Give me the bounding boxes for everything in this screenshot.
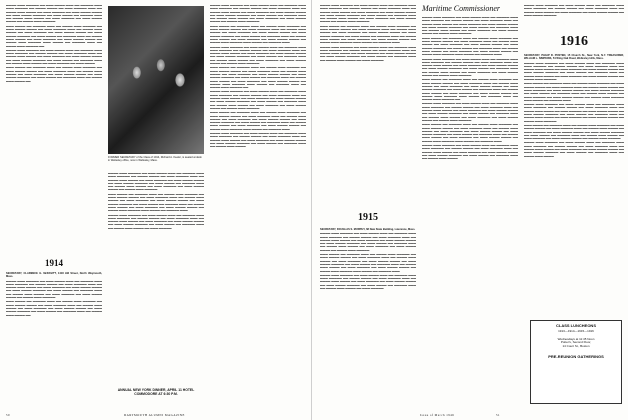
right-column-3: SECRETARY, PHILIP R. POSTEN, 15 Church St., New York, N.Y. TREASURER, WILLIAM L. SIMPKINS, 54 Wing Oak Road, Wellesley Hills, Mass. ▬▬▬▬ ▬▬▬ ▬▬▬▬▬ ▬▬ ▬▬▬ ▬▬▬▬ ▬▬▬ ▬▬ ▬▬▬▬▬ ▬▬▬ ▬▬▬ ▬▬▬▬▬ ▬▬ ▬▬▬▬ ▬▬▬▬ ▬▬ ▬▬▬ ▬▬▬▬▬ ▬▬▬ ▬▬ ▬▬▬▬ ▬▬▬ ▬▬▬▬ ▬▬ ▬▬▬ ▬▬▬▬▬ ▬▬ ▬▬▬ ▬▬▬▬ ▬▬▬▬ ▬▬ ▬▬▬ ▬▬▬▬ ▬▬▬▬▬ ▬▬ ▬▬▬ ▬▬▬▬ ▬▬ ▬▬▬▬▬ ▬▬▬ ▬▬ ▬▬▬▬ ▬▬▬ ▬▬▬▬ ▬▬ ▬▬▬ ▬▬▬▬▬ ▬▬ ▬▬▬ ▬▬▬▬ ▬▬▬▬ ▬▬ ▬▬▬▬ ▬▬▬ ▬▬▬▬▬ ▬▬▬ ▬▬▬▬ ▬▬ ▬▬▬▬▬ ▬▬▬ ▬▬ ▬▬▬▬ ▬▬▬ ▬▬▬▬▬ ▬▬ ▬▬▬ ▬▬▬▬ ▬▬▬▬ ▬▬ ▬▬▬ ▬▬▬▬▬ ▬▬▬ ▬▬ ▬▬▬▬ ▬▬▬ ▬▬▬▬ ▬▬ ▬▬▬ ▬▬▬▬▬ ▬▬ ▬▬▬ ▬▬▬▬ ▬▬▬▬ ▬▬ ▬▬▬ ▬▬▬▬ ▬▬▬▬▬ ▬▬ ▬▬▬ ▬▬▬▬ ▬▬ ▬▬▬▬▬ ▬▬▬ ▬▬ ▬▬▬▬ ▬▬▬ ▬▬▬▬ ▬▬ ▬▬▬ ▬▬▬▬▬ ▬▬ ▬▬▬ ▬▬▬▬ ▬▬▬▬ ▬▬ ▬▬▬▬ ▬▬▬ ▬▬▬▬▬ ▬▬▬ ▬▬▬▬ ▬▬ ▬▬▬▬▬ ▬▬▬ ▬▬▬▬ ▬▬▬ ▬▬▬▬▬ ▬▬ ▬▬▬ ▬▬▬▬ ▬▬▬ ▬▬ ▬▬▬▬▬ ▬▬▬ ▬▬▬ ▬▬▬▬▬ ▬▬ ▬▬▬▬ ▬▬▬▬ ▬▬ ▬▬▬ ▬▬▬▬▬ ▬▬▬ ▬▬ ▬▬▬▬ ▬▬▬ ▬▬▬▬ ▬▬ ▬▬▬ ▬▬▬▬▬ ▬▬ ▬▬▬ ▬▬▬▬ ▬▬▬▬ ▬▬ ▬▬▬ ▬▬▬▬ ▬▬▬▬▬ ▬▬ ▬▬▬ ▬▬▬▬ ▬▬ ▬▬▬▬▬ ▬▬▬ ▬▬ ▬▬▬▬ ▬▬▬ ▬▬▬▬ ▬▬ ▬▬▬ ▬▬▬▬▬ ▬▬ ▬▬▬ ▬▬▬▬ ▬▬▬▬ ▬▬ ▬▬▬▬ ▬▬▬ ▬▬▬▬▬ ▬▬▬ ▬▬▬▬ ▬▬ ▬▬▬▬▬ ▬▬▬ ▬▬ ▬▬▬▬ ▬▬▬ ▬▬▬▬▬ ▬▬ ▬▬▬ ▬▬▬▬ ▬▬▬▬ ▬▬ ▬▬▬ ▬▬▬▬▬ ▬▬▬ ▬▬ ▬▬▬▬ ▬▬▬ ▬▬▬▬ ▬▬ ▬▬▬ ▬▬▬▬▬ ▬▬ ▬▬▬ ▬▬▬▬ ▬▬▬▬ ▬▬ ▬▬▬ ▬▬▬▬ ▬▬▬▬▬ ▬▬ ▬▬▬ ▬▬▬▬ ▬▬ ▬▬▬▬▬ ▬▬▬ ▬▬ ▬▬▬▬ ▬▬▬ ▬▬▬▬ ▬▬ ▬▬▬ ▬▬▬▬▬ ▬▬ ▬▬▬ ▬▬▬▬ ▬▬▬▬ ▬▬ ▬▬▬▬ ▬▬▬ ▬▬▬▬▬ ▬▬▬▬ ▬▬▬ ▬▬▬▬▬ ▬▬ ▬▬▬ ▬▬▬▬ ▬▬▬ ▬▬ ▬▬▬▬▬ ▬▬▬ ▬▬▬ ▬▬▬▬▬ ▬▬ ▬▬▬▬ ▬▬▬▬ ▬▬ ▬▬▬ ▬▬▬▬▬ ▬▬▬ ▬▬ ▬▬▬▬ ▬▬▬ ▬▬▬▬ ▬▬ ▬▬▬ ▬▬▬▬▬ ▬▬ ▬▬▬ ▬▬▬▬ ▬▬▬▬ ▬▬ ▬▬▬ ▬▬▬▬ ▬▬▬▬▬ ▬▬ ▬▬▬ ▬▬▬▬ ▬▬ ▬▬▬▬▬ ▬▬▬ ▬▬ ▬▬▬▬ ▬▬▬ ▬▬▬▬ [524,54,624,158]
secretary-1915: SECRETARY, DOUGLAS S. MURPHY, 68 New State Building, Lawrence, Mass. [320,228,416,231]
class-box-years: 1913—1914—1915—1916 [558,328,594,333]
left-column-3: ▬▬▬▬ ▬▬▬ ▬▬▬▬▬ ▬▬ ▬▬▬ ▬▬▬▬ ▬▬▬ ▬▬ ▬▬▬▬▬ ▬▬▬ ▬▬▬ ▬▬▬▬▬ ▬▬ ▬▬▬▬ ▬▬▬▬ ▬▬ ▬▬▬ ▬▬▬▬▬ ▬▬▬ ▬▬ ▬▬▬▬ ▬▬▬ ▬▬▬▬ ▬▬ ▬▬▬ ▬▬▬▬▬ ▬▬ ▬▬▬ ▬▬▬▬ ▬▬▬▬ ▬▬ ▬▬▬ ▬▬▬▬ ▬▬▬▬▬ ▬▬ ▬▬▬ ▬▬▬▬ ▬▬ ▬▬▬▬▬ ▬▬▬ ▬▬ ▬▬▬▬ ▬▬▬ ▬▬▬▬ ▬▬ ▬▬▬ ▬▬▬▬▬ ▬▬ ▬▬▬ ▬▬▬▬ ▬▬▬▬ ▬▬ ▬▬▬▬ ▬▬▬ ▬▬▬▬▬ ▬▬▬ ▬▬▬▬ ▬▬ ▬▬▬▬▬ ▬▬▬ ▬▬ ▬▬▬▬ ▬▬▬ ▬▬▬▬▬ ▬▬ ▬▬▬ ▬▬▬▬ ▬▬▬▬ ▬▬ ▬▬▬ ▬▬▬▬▬ ▬▬▬ ▬▬ ▬▬▬▬ ▬▬▬ ▬▬▬▬ ▬▬ ▬▬▬ ▬▬▬▬▬ ▬▬ ▬▬▬ ▬▬▬▬ ▬▬▬▬ ▬▬ ▬▬▬ ▬▬▬▬ ▬▬▬▬▬ ▬▬ ▬▬▬ ▬▬▬▬ ▬▬ ▬▬▬▬▬ ▬▬▬ ▬▬ ▬▬▬▬ ▬▬▬ ▬▬▬▬ ▬▬ ▬▬▬ ▬▬▬▬▬ ▬▬ ▬▬▬ ▬▬▬▬ ▬▬▬▬ ▬▬ ▬▬▬▬ ▬▬▬ ▬▬▬▬▬ ▬▬▬ ▬▬▬▬ ▬▬ ▬▬▬▬▬ ▬▬▬ ▬▬▬▬ ▬▬▬ ▬▬▬▬▬ ▬▬ ▬▬▬ ▬▬▬▬ ▬▬▬ ▬▬ ▬▬▬▬▬ ▬▬▬ ▬▬▬ ▬▬▬▬▬ ▬▬ ▬▬▬▬ ▬▬▬▬ ▬▬ ▬▬▬ ▬▬▬▬▬ ▬▬▬ ▬▬ ▬▬▬▬ ▬▬▬ ▬▬▬▬ ▬▬ ▬▬▬ ▬▬▬▬▬ ▬▬ ▬▬▬ ▬▬▬▬ ▬▬▬▬ ▬▬ ▬▬▬ ▬▬▬▬ ▬▬▬▬▬ ▬▬ ▬▬▬ ▬▬▬▬ ▬▬ ▬▬▬▬▬ ▬▬▬ ▬▬ ▬▬▬▬ ▬▬▬ ▬▬▬▬ ▬▬ ▬▬▬ ▬▬▬▬▬ ▬▬ ▬▬▬ ▬▬▬▬ ▬▬▬▬ ▬▬ ▬▬▬▬ ▬▬▬ ▬▬▬▬▬ ▬▬▬ ▬▬▬▬ ▬▬ ▬▬▬▬▬ ▬▬▬ ▬▬ ▬▬▬▬ ▬▬▬ ▬▬▬▬▬ ▬▬ ▬▬▬ ▬▬▬▬ ▬▬▬▬ ▬▬ ▬▬▬ ▬▬▬▬▬ ▬▬▬ ▬▬ ▬▬▬▬ ▬▬▬ ▬▬▬▬ ▬▬ ▬▬▬ ▬▬▬▬▬ ▬▬ ▬▬▬ ▬▬▬▬ ▬▬▬▬ ▬▬ ▬▬▬ ▬▬▬▬ ▬▬▬▬▬ ▬▬ ▬▬▬ ▬▬▬▬ ▬▬ ▬▬▬▬▬ ▬▬▬ ▬▬ ▬▬▬▬ ▬▬▬ ▬▬▬▬ ▬▬ ▬▬▬ ▬▬▬▬▬ ▬▬ ▬▬▬ ▬▬▬▬ ▬▬▬▬ ▬▬ ▬▬▬▬ ▬▬▬ ▬▬▬▬▬ ▬▬▬ ▬▬▬▬ ▬▬ ▬▬▬▬▬ ▬▬▬ ▬▬ ▬▬▬▬ ▬▬▬ ▬▬▬▬▬ ▬▬ ▬▬▬▬ ▬▬▬ ▬▬▬▬▬ ▬▬ ▬▬▬ ▬▬▬▬ ▬▬▬ ▬▬ ▬▬▬▬▬ ▬▬▬ ▬▬▬ ▬▬▬▬▬ ▬▬ ▬▬▬▬ ▬▬▬▬ ▬▬ ▬▬▬ ▬▬▬▬▬ ▬▬▬ ▬▬ ▬▬▬▬ ▬▬▬ ▬▬▬▬ ▬▬ ▬▬▬ ▬▬▬▬▬ ▬▬ ▬▬▬ ▬▬▬▬ ▬▬▬▬ ▬▬ ▬▬▬ ▬▬▬▬ ▬▬▬▬▬ ▬▬ ▬▬▬ ▬▬▬▬ ▬▬ ▬▬▬▬▬ ▬▬▬ ▬▬ ▬▬▬▬ ▬▬▬ ▬▬▬▬ ▬▬ ▬▬▬ ▬▬▬▬▬ ▬▬ ▬▬▬ ▬▬▬▬ ▬▬▬▬ ▬▬ ▬▬▬▬ ▬▬▬ ▬▬▬▬▬ ▬▬▬ ▬▬▬▬ ▬▬ ▬▬▬▬▬ ▬▬▬ ▬▬ ▬▬▬▬ ▬▬▬ ▬▬▬▬▬ ▬▬ ▬▬▬ ▬▬▬▬ ▬▬▬▬ ▬▬ ▬▬▬ ▬▬▬▬▬ ▬▬▬ ▬▬ ▬▬▬▬ ▬▬▬ ▬▬▬▬ ▬▬ ▬▬▬ ▬▬▬▬▬ ▬▬ ▬▬▬ ▬▬▬▬ ▬▬▬▬ ▬▬ ▬▬▬ ▬▬▬▬ ▬▬▬▬▬ ▬▬ ▬▬▬ ▬▬▬▬ ▬▬ ▬▬▬▬▬ ▬▬▬ ▬▬ ▬▬▬▬ ▬▬▬ ▬▬▬▬ ▬▬ ▬▬▬ ▬▬▬▬▬ ▬▬ ▬▬▬ ▬▬▬▬ ▬▬▬▬ ▬▬ ▬▬▬▬ ▬▬▬ ▬▬▬▬▬ ▬▬▬ ▬▬▬▬ ▬▬ ▬▬▬▬▬ ▬▬▬ ▬▬▬▬ ▬▬▬ ▬▬▬▬▬ ▬▬ ▬▬▬ ▬▬▬▬ ▬▬▬ ▬▬ ▬▬▬▬▬ ▬▬▬ ▬▬▬ ▬▬▬▬▬ ▬▬ ▬▬▬▬ ▬▬▬▬ ▬▬ ▬▬▬ ▬▬▬▬▬ ▬▬▬ ▬▬ ▬▬▬▬ ▬▬▬ ▬▬▬▬ ▬▬ ▬▬▬ ▬▬▬▬▬ ▬▬ ▬▬▬ ▬▬▬▬ ▬▬▬▬ ▬▬ ▬▬▬ ▬▬▬▬ ▬▬▬▬▬ ▬▬ ▬▬▬ ▬▬▬▬ ▬▬ ▬▬▬▬▬ ▬▬▬ ▬▬ ▬▬▬▬ ▬▬▬ ▬▬▬▬ [210,4,306,149]
year-heading-1914: 1914 [45,258,63,268]
left-folio: 50 [6,413,10,417]
secretary-1914: SECRETARY, CLARENCE G. McDAVITT, 1418 Hill Street, North Weymouth, Mass. [6,272,102,279]
year-heading-1916: 1916 [560,34,588,49]
left-footer: DARTMOUTH ALUMNI MAGAZINE [124,413,185,417]
class-box-line2: Potter's, Second Floor, [560,340,592,345]
left-column-1-lower: SECRETARY, CLARENCE G. McDAVITT, 1418 Hill Street, North Weymouth, Mass. ▬▬▬▬ ▬▬▬ ▬▬▬▬▬ ▬▬ ▬▬▬ ▬▬▬▬ ▬▬▬ ▬▬ ▬▬▬▬▬ ▬▬▬ ▬▬▬ ▬▬▬▬▬ ▬▬ ▬▬▬▬ ▬▬▬▬ ▬▬ ▬▬▬ ▬▬▬▬▬ ▬▬▬ ▬▬ ▬▬▬▬ ▬▬▬ ▬▬▬▬ ▬▬ ▬▬▬ ▬▬▬▬▬ ▬▬ ▬▬▬ ▬▬▬▬ ▬▬▬▬ ▬▬ ▬▬▬ ▬▬▬▬ ▬▬▬▬▬ ▬▬ ▬▬▬ ▬▬▬▬ ▬▬ ▬▬▬▬▬ ▬▬▬ ▬▬ ▬▬▬▬ ▬▬▬ ▬▬▬▬ ▬▬ ▬▬▬ ▬▬▬▬▬ ▬▬ ▬▬▬ ▬▬▬▬ ▬▬▬▬ ▬▬ ▬▬▬▬ ▬▬▬ ▬▬▬▬▬ ▬▬▬ ▬▬▬▬ ▬▬ ▬▬▬▬▬ ▬▬▬ ▬▬ ▬▬▬▬ ▬▬▬ ▬▬▬▬▬ ▬▬ ▬▬▬ ▬▬▬▬ ▬▬▬▬ ▬▬ ▬▬▬ ▬▬▬▬▬ ▬▬▬ ▬▬ ▬▬▬▬ ▬▬▬ ▬▬▬▬ ▬▬ ▬▬▬ ▬▬▬▬▬ ▬▬ ▬▬▬ ▬▬▬▬ ▬▬▬▬ ▬▬ ▬▬▬ ▬▬▬▬ ▬▬▬▬▬ ▬▬ ▬▬▬ ▬▬▬▬ ▬▬ ▬▬▬▬▬ ▬▬▬ ▬▬ ▬▬▬▬ ▬▬▬ ▬▬▬▬ ▬▬ [6,272,102,317]
year-heading-1915: 1915 [358,212,378,223]
secretary-1916: SECRETARY, PHILIP R. POSTEN, 15 Church St., New York, N.Y. TREASURER, WILLIAM L. SIMPKINS, 54 Wing Oak Road, Wellesley Hills, Mass. [524,54,624,61]
right-page [316,0,628,420]
class-box-footer: PRE-REUNION GATHERINGS [548,353,604,359]
section-heading-maritime: Maritime Commissioner [422,4,500,13]
class-box-title: CLASS LUNCHEONS [555,323,596,328]
right-column-3-top: ▬▬▬▬ ▬▬▬ ▬▬▬▬▬ ▬▬ ▬▬▬ ▬▬▬▬ ▬▬▬ ▬▬ ▬▬▬▬▬ ▬▬▬ ▬▬▬ ▬▬▬▬▬ ▬▬ ▬▬▬▬ ▬▬▬▬ ▬▬ ▬▬▬ ▬▬▬▬▬ ▬▬▬ ▬▬ ▬▬▬▬ ▬▬▬ ▬▬▬▬ ▬▬ ▬▬▬ ▬▬▬▬▬ ▬▬ ▬▬▬ ▬▬▬▬ ▬▬▬▬ ▬▬ ▬▬▬ ▬▬▬▬ ▬▬▬▬▬ [524,4,624,17]
right-column-1-upper: ▬▬▬▬ ▬▬▬ ▬▬▬▬▬ ▬▬ ▬▬▬ ▬▬▬▬ ▬▬▬ ▬▬ ▬▬▬▬▬ ▬▬▬ ▬▬▬ ▬▬▬▬▬ ▬▬ ▬▬▬▬ ▬▬▬▬ ▬▬ ▬▬▬ ▬▬▬▬▬ ▬▬▬ ▬▬ ▬▬▬▬ ▬▬▬ ▬▬▬▬ ▬▬ ▬▬▬ ▬▬▬▬▬ ▬▬ ▬▬▬ ▬▬▬▬ ▬▬▬▬ ▬▬ ▬▬▬ ▬▬▬▬ ▬▬▬▬▬ ▬▬ ▬▬▬ ▬▬▬▬ ▬▬ ▬▬▬▬▬ ▬▬▬ ▬▬ ▬▬▬▬ ▬▬▬ ▬▬▬▬ ▬▬ ▬▬▬ ▬▬▬▬▬ ▬▬ ▬▬▬ ▬▬▬▬ ▬▬▬▬ ▬▬ ▬▬▬▬ ▬▬▬ ▬▬▬▬▬ ▬▬▬ ▬▬▬▬ ▬▬ ▬▬▬▬▬ ▬▬▬ ▬▬ ▬▬▬▬ ▬▬▬ ▬▬▬▬▬ ▬▬ ▬▬▬ ▬▬▬▬ ▬▬▬▬ ▬▬ ▬▬▬ ▬▬▬▬▬ ▬▬▬ ▬▬ ▬▬▬▬ ▬▬▬ ▬▬▬▬ ▬▬ ▬▬▬ ▬▬▬▬▬ ▬▬ ▬▬▬ ▬▬▬▬ ▬▬▬▬ ▬▬ ▬▬▬ ▬▬▬▬ ▬▬▬▬▬ ▬▬ ▬▬▬ ▬▬▬▬ ▬▬ ▬▬▬▬▬ ▬▬▬ ▬▬ ▬▬▬▬ ▬▬▬ ▬▬▬▬ ▬▬ ▬▬▬ ▬▬▬▬▬ ▬▬ ▬▬▬ ▬▬▬▬ ▬▬▬▬ ▬▬ ▬▬▬▬ ▬▬▬ ▬▬▬▬▬ ▬▬▬ ▬▬▬▬ ▬▬ ▬▬▬▬▬ ▬▬▬ ▬▬▬▬ ▬▬▬ ▬▬▬▬▬ ▬▬ ▬▬▬ ▬▬▬▬ ▬▬▬ ▬▬ ▬▬▬▬▬ ▬▬▬ ▬▬▬ ▬▬▬▬▬ ▬▬ ▬▬▬▬ ▬▬▬▬ ▬▬ ▬▬▬ ▬▬▬▬▬ ▬▬▬ ▬▬ ▬▬▬▬ ▬▬▬ ▬▬▬▬ ▬▬ ▬▬▬ ▬▬▬▬▬ ▬▬ ▬▬▬ ▬▬▬▬ ▬▬▬▬ ▬▬ ▬▬▬ ▬▬▬▬ ▬▬▬▬▬ ▬▬ ▬▬▬ ▬▬▬▬ ▬▬ ▬▬▬▬▬ ▬▬▬ ▬▬ ▬▬▬▬ ▬▬▬ ▬▬▬▬ ▬▬ ▬▬▬ ▬▬▬▬▬ [320,4,416,62]
class-luncheons-box [530,320,622,404]
right-footer: Issue of March 1946 [420,413,455,417]
left-column-2: ▬▬▬▬ ▬▬▬ ▬▬▬▬▬ ▬▬ ▬▬▬ ▬▬▬▬ ▬▬▬ ▬▬ ▬▬▬▬▬ ▬▬▬ ▬▬▬ ▬▬▬▬▬ ▬▬ ▬▬▬▬ ▬▬▬▬ ▬▬ ▬▬▬ ▬▬▬▬▬ ▬▬▬ ▬▬ ▬▬▬▬ ▬▬▬ ▬▬▬▬ ▬▬ ▬▬▬ ▬▬▬▬▬ ▬▬ ▬▬▬ ▬▬▬▬ ▬▬▬▬ ▬▬ ▬▬▬ ▬▬▬▬ ▬▬▬▬▬ ▬▬ ▬▬▬ ▬▬▬▬ ▬▬ ▬▬▬▬▬ ▬▬▬ ▬▬ ▬▬▬▬ ▬▬▬ ▬▬▬▬ ▬▬ ▬▬▬ ▬▬▬▬▬ ▬▬ ▬▬▬ ▬▬▬▬ ▬▬▬▬ ▬▬ ▬▬▬▬ ▬▬▬ ▬▬▬▬▬ ▬▬▬ ▬▬▬▬ ▬▬ ▬▬▬▬▬ ▬▬▬ ▬▬ ▬▬▬▬ ▬▬▬ ▬▬▬▬▬ ▬▬ ▬▬▬ ▬▬▬▬ ▬▬▬▬ ▬▬ ▬▬▬ ▬▬▬▬▬ ▬▬▬ ▬▬ ▬▬▬▬ ▬▬▬ ▬▬▬▬ ▬▬ ▬▬▬ ▬▬▬▬▬ ▬▬ ▬▬▬ ▬▬▬▬ ▬▬▬▬ ▬▬ ▬▬▬ ▬▬▬▬ ▬▬▬▬▬ ▬▬ ▬▬▬ ▬▬▬▬ ▬▬ ▬▬▬▬▬ ▬▬▬ ▬▬ ▬▬▬▬ ▬▬▬ ▬▬▬▬ ▬▬ ▬▬▬ ▬▬▬▬▬ ▬▬ ▬▬▬ ▬▬▬▬ ▬▬▬▬ ▬▬ ▬▬▬▬ ▬▬▬ ▬▬▬▬▬ ▬▬▬ ▬▬▬▬ ▬▬ ▬▬▬▬▬ ▬▬▬ ▬▬▬▬ ▬▬▬ ▬▬▬▬▬ ▬▬ ▬▬▬ ▬▬▬▬ ▬▬▬ ▬▬ ▬▬▬▬▬ ▬▬▬ ▬▬▬ ▬▬▬▬▬ ▬▬ ▬▬▬▬ ▬▬▬▬ ▬▬ ▬▬▬ ▬▬▬▬▬ ▬▬▬ ▬▬ ▬▬▬▬ ▬▬▬ ▬▬▬▬ ▬▬ ▬▬▬ ▬▬▬▬▬ ▬▬ ▬▬▬ ▬▬▬▬ ▬▬▬▬ ▬▬ ▬▬▬ ▬▬▬▬ ▬▬▬▬▬ ▬▬ ▬▬▬ ▬▬▬▬ ▬▬ ▬▬▬▬▬ ▬▬▬ ▬▬ ▬▬▬▬ ▬▬▬ ▬▬▬▬ ▬▬ ▬▬▬ ▬▬▬▬▬ [108,172,204,230]
left-column-1: ▬▬▬▬ ▬▬▬ ▬▬▬▬▬ ▬▬ ▬▬▬ ▬▬▬▬ ▬▬▬ ▬▬ ▬▬▬▬▬ ▬▬▬ ▬▬▬ ▬▬▬▬▬ ▬▬ ▬▬▬▬ ▬▬▬▬ ▬▬ ▬▬▬ ▬▬▬▬▬ ▬▬▬ ▬▬ ▬▬▬▬ ▬▬▬ ▬▬▬▬ ▬▬ ▬▬▬ ▬▬▬▬▬ ▬▬ ▬▬▬ ▬▬▬▬ ▬▬▬▬ ▬▬ ▬▬▬ ▬▬▬▬ ▬▬▬▬▬ ▬▬ ▬▬▬ ▬▬▬▬ ▬▬ ▬▬▬▬▬ ▬▬▬ ▬▬ ▬▬▬▬ ▬▬▬ ▬▬▬▬ ▬▬ ▬▬▬ ▬▬▬▬▬ ▬▬ ▬▬▬ ▬▬▬▬ ▬▬▬▬ ▬▬ ▬▬▬▬ ▬▬▬ ▬▬▬▬▬ ▬▬▬ ▬▬▬▬ ▬▬ ▬▬▬▬▬ ▬▬▬ ▬▬ ▬▬▬▬ ▬▬▬ ▬▬▬▬▬ ▬▬ ▬▬▬ ▬▬▬▬ ▬▬▬▬ ▬▬ ▬▬▬ ▬▬▬▬▬ ▬▬▬ ▬▬ ▬▬▬▬ ▬▬▬ ▬▬▬▬ ▬▬ ▬▬▬ ▬▬▬▬▬ ▬▬ ▬▬▬ ▬▬▬▬ ▬▬▬▬ ▬▬ ▬▬▬ ▬▬▬▬ ▬▬▬▬▬ ▬▬ ▬▬▬ ▬▬▬▬ ▬▬ ▬▬▬▬▬ ▬▬▬ ▬▬ ▬▬▬▬ ▬▬▬ ▬▬▬▬ ▬▬ ▬▬▬ ▬▬▬▬▬ ▬▬ ▬▬▬ ▬▬▬▬ ▬▬▬▬ ▬▬ ▬▬▬▬ ▬▬▬ ▬▬▬▬▬ ▬▬▬ ▬▬▬▬ ▬▬ ▬▬▬▬▬ ▬▬▬ ▬▬ ▬▬▬▬ ▬▬▬ ▬▬▬▬▬ ▬▬ ▬▬▬▬ ▬▬▬ ▬▬▬▬▬ ▬▬ ▬▬▬ ▬▬▬▬ ▬▬▬ ▬▬ ▬▬▬▬▬ ▬▬▬ ▬▬▬ ▬▬▬▬▬ ▬▬ ▬▬▬▬ ▬▬▬▬ ▬▬ ▬▬▬ ▬▬▬▬▬ ▬▬▬ ▬▬ ▬▬▬▬ ▬▬▬ ▬▬▬▬ ▬▬ ▬▬▬ ▬▬▬▬▬ ▬▬ ▬▬▬ ▬▬▬▬ ▬▬▬▬ ▬▬ ▬▬▬ ▬▬▬▬ ▬▬▬▬▬ ▬▬ ▬▬▬ ▬▬▬▬ ▬▬ ▬▬▬▬▬ ▬▬▬ ▬▬ ▬▬▬▬ ▬▬▬ ▬▬▬▬ ▬▬ ▬▬▬ ▬▬▬▬▬ ▬▬ ▬▬▬ ▬▬▬▬ ▬▬▬ ▬▬▬▬ ▬▬ ▬▬▬▬▬ ▬▬▬ ▬▬ ▬▬▬▬ ▬▬▬ ▬▬▬▬▬ ▬▬ ▬▬▬ ▬▬▬▬ ▬▬▬▬ ▬▬ ▬▬▬ ▬▬▬▬▬ ▬▬▬ ▬▬ ▬▬▬▬ ▬▬▬ ▬▬▬▬ ▬▬ ▬▬▬ ▬▬▬▬▬ ▬▬ ▬▬▬ ▬▬▬▬ ▬▬▬▬ ▬▬ ▬▬▬ ▬▬▬▬ ▬▬▬▬▬ ▬▬ ▬▬▬ ▬▬▬▬ ▬▬ ▬▬▬▬▬ ▬▬▬ ▬▬ ▬▬▬▬ ▬▬▬ ▬▬▬▬ ▬▬ [6,4,102,83]
right-column-2: ▬▬▬▬ ▬▬▬ ▬▬▬▬▬ ▬▬ ▬▬▬ ▬▬▬▬ ▬▬▬ ▬▬ ▬▬▬▬▬ ▬▬▬ ▬▬▬ ▬▬▬▬▬ ▬▬ ▬▬▬▬ ▬▬▬▬ ▬▬ ▬▬▬ ▬▬▬▬▬ ▬▬▬ ▬▬ ▬▬▬▬ ▬▬▬ ▬▬▬▬ ▬▬ ▬▬▬ ▬▬▬▬▬ ▬▬ ▬▬▬ ▬▬▬▬ ▬▬▬▬ ▬▬ ▬▬▬ ▬▬▬▬ ▬▬▬▬▬ ▬▬ ▬▬▬ ▬▬▬▬ ▬▬ ▬▬▬▬▬ ▬▬▬ ▬▬ ▬▬▬▬ ▬▬▬ ▬▬▬▬ ▬▬ ▬▬▬ ▬▬▬▬▬ ▬▬ ▬▬▬ ▬▬▬▬ ▬▬▬▬ ▬▬ ▬▬▬▬ ▬▬▬ ▬▬▬▬▬ ▬▬▬ ▬▬▬▬ ▬▬ ▬▬▬▬▬ ▬▬▬ ▬▬ ▬▬▬▬ ▬▬▬ ▬▬▬▬▬ ▬▬ ▬▬▬ ▬▬▬▬ ▬▬▬▬ ▬▬ ▬▬▬ ▬▬▬▬▬ ▬▬▬ ▬▬ ▬▬▬▬ ▬▬▬ ▬▬▬▬ ▬▬ ▬▬▬ ▬▬▬▬▬ ▬▬ ▬▬▬ ▬▬▬▬ ▬▬▬▬ ▬▬ ▬▬▬ ▬▬▬▬ ▬▬▬▬▬ ▬▬ ▬▬▬ ▬▬▬▬ ▬▬ ▬▬▬▬▬ ▬▬▬ ▬▬ ▬▬▬▬ ▬▬▬ ▬▬▬▬ ▬▬ ▬▬▬ ▬▬▬▬▬ ▬▬ ▬▬▬ ▬▬▬▬ ▬▬▬▬ ▬▬ ▬▬▬▬ ▬▬▬ ▬▬▬▬▬ ▬▬▬ ▬▬▬▬ ▬▬ ▬▬▬▬▬ ▬▬▬ ▬▬▬▬ ▬▬▬ ▬▬▬▬▬ ▬▬ ▬▬▬ ▬▬▬▬ ▬▬▬ ▬▬ ▬▬▬▬▬ ▬▬▬ ▬▬▬ ▬▬▬▬▬ ▬▬ ▬▬▬▬ ▬▬▬▬ ▬▬ ▬▬▬ ▬▬▬▬▬ ▬▬▬ ▬▬ ▬▬▬▬ ▬▬▬ ▬▬▬▬ ▬▬ ▬▬▬ ▬▬▬▬▬ ▬▬ ▬▬▬ ▬▬▬▬ ▬▬▬▬ ▬▬ ▬▬▬ ▬▬▬▬ ▬▬▬▬▬ ▬▬ ▬▬▬ ▬▬▬▬ ▬▬ ▬▬▬▬▬ ▬▬▬ ▬▬ ▬▬▬▬ ▬▬▬ ▬▬▬▬ ▬▬ ▬▬▬ ▬▬▬▬▬ ▬▬ ▬▬▬ ▬▬▬▬ ▬▬▬▬ ▬▬ ▬▬▬▬ ▬▬▬ ▬▬▬▬▬ ▬▬▬ ▬▬▬▬ ▬▬ ▬▬▬▬▬ ▬▬▬ ▬▬ ▬▬▬▬ ▬▬▬ ▬▬▬▬▬ ▬▬ ▬▬▬ ▬▬▬▬ ▬▬▬▬ ▬▬ ▬▬▬ ▬▬▬▬▬ ▬▬▬ ▬▬ ▬▬▬▬ ▬▬▬ ▬▬▬▬ ▬▬ ▬▬▬ ▬▬▬▬▬ ▬▬ ▬▬▬ ▬▬▬▬ ▬▬▬▬ ▬▬ ▬▬▬ ▬▬▬▬ ▬▬▬▬▬ ▬▬ ▬▬▬ ▬▬▬▬ ▬▬ ▬▬▬▬▬ ▬▬▬ ▬▬ ▬▬▬▬ ▬▬▬ ▬▬▬▬ ▬▬ ▬▬▬ ▬▬▬▬▬ ▬▬ ▬▬▬ ▬▬▬▬ ▬▬▬▬ ▬▬ ▬▬▬▬ ▬▬▬ ▬▬▬▬▬ ▬▬▬ ▬▬▬▬ ▬▬ ▬▬▬▬▬ ▬▬▬ ▬▬ ▬▬▬▬ ▬▬▬ ▬▬▬▬▬ ▬▬ ▬▬▬▬ ▬▬▬ ▬▬▬▬▬ ▬▬ ▬▬▬ ▬▬▬▬ ▬▬▬ ▬▬ ▬▬▬▬▬ ▬▬▬ ▬▬▬ ▬▬▬▬▬ ▬▬ ▬▬▬▬ ▬▬▬▬ ▬▬ ▬▬▬ ▬▬▬▬▬ ▬▬▬ ▬▬ ▬▬▬▬ ▬▬▬ ▬▬▬▬ ▬▬ ▬▬▬ ▬▬▬▬▬ ▬▬ ▬▬▬ ▬▬▬▬ ▬▬▬▬ ▬▬ ▬▬▬ ▬▬▬▬ ▬▬▬▬▬ ▬▬ ▬▬▬ ▬▬▬▬ ▬▬ ▬▬▬▬▬ ▬▬▬ ▬▬ ▬▬▬▬ ▬▬▬ ▬▬▬▬ ▬▬ ▬▬▬ ▬▬▬▬▬ ▬▬ ▬▬▬ ▬▬▬▬ ▬▬▬▬ ▬▬ ▬▬▬▬ ▬▬▬ ▬▬▬▬▬ ▬▬▬ ▬▬▬▬ ▬▬ ▬▬▬▬▬ ▬▬▬ ▬▬ ▬▬▬▬ ▬▬▬ ▬▬▬▬▬ ▬▬ ▬▬▬ ▬▬▬▬ ▬▬▬▬ ▬▬ ▬▬▬ ▬▬▬▬▬ ▬▬▬ ▬▬ ▬▬▬▬ ▬▬▬ ▬▬▬▬ ▬▬ ▬▬▬ ▬▬▬▬▬ ▬▬ ▬▬▬ ▬▬▬▬ ▬▬▬▬ ▬▬ ▬▬▬ ▬▬▬▬ ▬▬▬▬▬ ▬▬ ▬▬▬ ▬▬▬▬ ▬▬ ▬▬▬▬▬ ▬▬▬ ▬▬ ▬▬▬▬ ▬▬▬ ▬▬▬▬ ▬▬ ▬▬▬ ▬▬▬▬▬ ▬▬ ▬▬▬ ▬▬▬▬ ▬▬▬▬ ▬▬ ▬▬▬▬ ▬▬▬ ▬▬▬▬▬ ▬▬▬ ▬▬▬▬ ▬▬ ▬▬▬▬▬ ▬▬▬ ▬▬▬▬ ▬▬▬ ▬▬▬▬▬ ▬▬ ▬▬▬ ▬▬▬▬ ▬▬▬ ▬▬ ▬▬▬▬▬ ▬▬▬ ▬▬▬ ▬▬▬▬▬ ▬▬ ▬▬▬▬ ▬▬▬▬ ▬▬ ▬▬▬ ▬▬▬▬▬ ▬▬▬ ▬▬ ▬▬▬▬ ▬▬▬ ▬▬▬▬ ▬▬ ▬▬▬ ▬▬▬▬▬ ▬▬ ▬▬▬ ▬▬▬▬ ▬▬▬▬ ▬▬ ▬▬▬ ▬▬▬▬ ▬▬▬▬▬ ▬▬ ▬▬▬ ▬▬▬▬ ▬▬ ▬▬▬▬▬ ▬▬▬ ▬▬ ▬▬▬▬ ▬▬▬ ▬▬▬▬ [422,16,518,161]
class-box-line3: 14 Court St., Boston [562,344,590,349]
class-photo [108,6,204,154]
left-page [0,0,312,420]
dinner-notice: ANNUAL NEW YORK DINNER, APRIL 11 HOTEL COMMODORE AT 6:30 P.M. [117,388,195,397]
photo-caption: FORMER SECRETARY of the Class of 1914, Richard A. Keeler, is seated at desk in Wellesley office, now in Wellesley, Mass. [108,156,202,163]
right-column-1-lower: SECRETARY, DOUGLAS S. MURPHY, 68 New State Building, Lawrence, Mass. ▬▬▬▬ ▬▬▬ ▬▬▬▬▬ ▬▬ ▬▬▬ ▬▬▬▬ ▬▬▬ ▬▬ ▬▬▬▬▬ ▬▬▬ ▬▬▬ ▬▬▬▬▬ ▬▬ ▬▬▬▬ ▬▬▬▬ ▬▬ ▬▬▬ ▬▬▬▬▬ ▬▬▬ ▬▬ ▬▬▬▬ ▬▬▬ ▬▬▬▬ ▬▬ ▬▬▬ ▬▬▬▬▬ ▬▬ ▬▬▬ ▬▬▬▬ ▬▬▬▬ ▬▬ ▬▬▬ ▬▬▬▬ ▬▬▬▬▬ ▬▬ ▬▬▬ ▬▬▬▬ ▬▬ ▬▬▬▬▬ ▬▬▬ ▬▬ ▬▬▬▬ ▬▬▬ ▬▬▬▬ ▬▬ ▬▬▬ ▬▬▬▬▬ ▬▬ ▬▬▬ ▬▬▬▬ ▬▬▬▬ ▬▬ ▬▬▬▬ ▬▬▬ ▬▬▬▬▬ ▬▬▬ ▬▬▬▬ ▬▬ ▬▬▬▬▬ ▬▬▬ ▬▬ ▬▬▬▬ ▬▬▬ ▬▬▬▬▬ ▬▬ ▬▬▬ ▬▬▬▬ ▬▬▬▬ ▬▬ ▬▬▬ ▬▬▬▬▬ ▬▬▬ ▬▬ ▬▬▬▬ ▬▬▬ ▬▬▬▬ ▬▬ ▬▬▬ ▬▬▬▬▬ ▬▬ ▬▬▬ ▬▬▬▬ ▬▬▬▬ ▬▬ ▬▬▬ ▬▬▬▬ ▬▬▬▬▬ ▬▬ ▬▬▬ ▬▬▬▬ ▬▬ ▬▬▬▬▬ ▬▬▬ ▬▬ ▬▬▬▬ ▬▬▬ ▬▬▬▬ ▬▬ ▬▬▬ ▬▬▬▬▬ ▬▬ ▬▬▬ ▬▬▬▬ ▬▬▬▬ ▬▬ ▬▬▬▬ ▬▬▬ ▬▬▬▬▬ ▬▬▬ ▬▬▬▬ ▬▬ ▬▬▬▬▬ ▬▬▬ ▬▬▬▬ ▬▬▬ ▬▬▬▬▬ ▬▬ ▬▬▬ ▬▬▬▬ ▬▬▬ ▬▬ ▬▬▬▬▬ ▬▬▬ ▬▬▬ ▬▬▬▬▬ ▬▬ ▬▬▬▬ ▬▬▬▬ ▬▬ ▬▬▬ ▬▬▬▬▬ ▬▬▬ ▬▬ ▬▬▬▬ ▬▬▬ ▬▬▬▬ ▬▬ ▬▬▬ ▬▬▬▬▬ ▬▬ ▬▬▬ ▬▬▬▬ ▬▬▬▬ ▬▬ ▬▬▬ ▬▬▬▬ ▬▬▬▬▬ ▬▬ ▬▬▬ ▬▬▬▬ ▬▬ ▬▬▬▬▬ ▬▬▬ ▬▬ ▬▬▬▬ ▬▬▬ ▬▬▬▬ ▬▬ ▬▬▬ ▬▬▬▬▬ [320,228,416,291]
class-box-line1: Wednesdays at 11:45 Noon [557,336,595,341]
right-folio: 51 [496,413,500,417]
